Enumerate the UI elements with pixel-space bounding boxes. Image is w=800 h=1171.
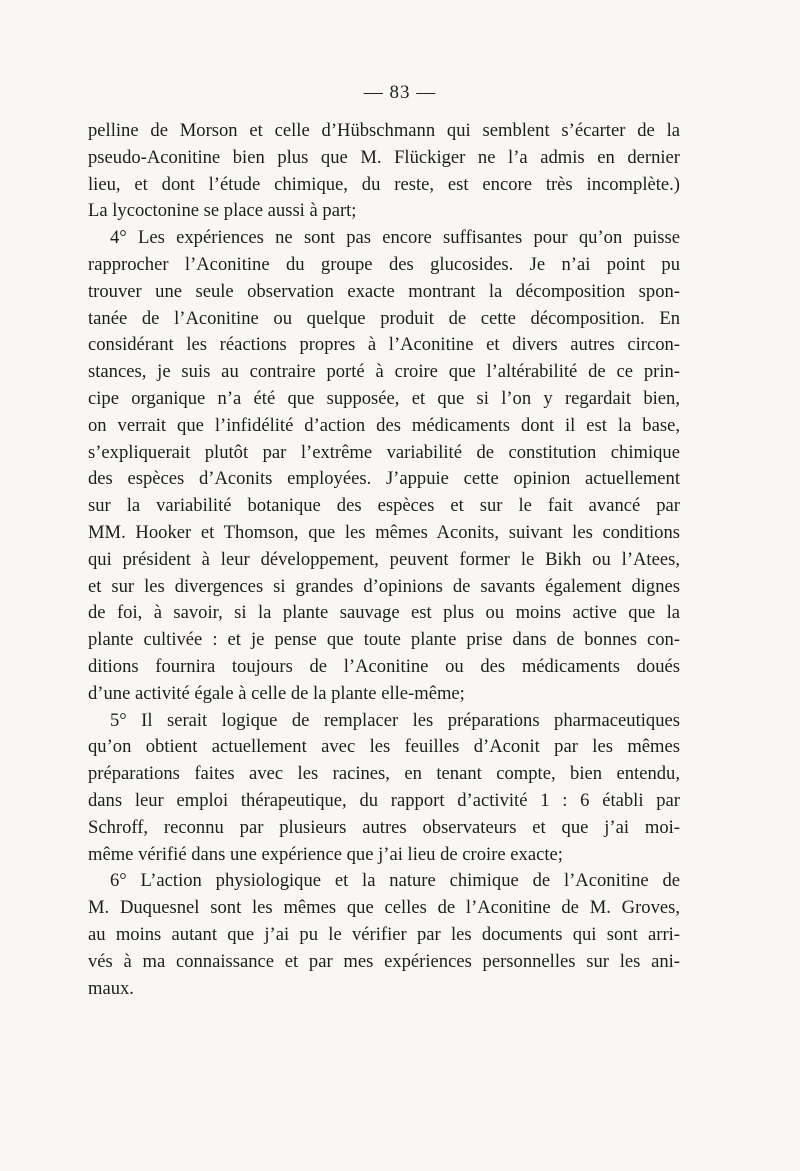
text-line: au moins autant que j’ai pu le vérifier par les documents qui sont arri- [88, 923, 680, 945]
text-line: stances, je suis au contraire porté à croire que l’altérabilité de ce prin- [88, 361, 680, 383]
text-line: cipe organique n’a été que supposée, et que si l’on y regardait bien, [88, 387, 680, 409]
text-line: trouver une seule observation exacte montrant la décomposition spon- [88, 280, 680, 302]
paragraph [88, 868, 680, 1002]
text-line: qu’on obtient actuellement avec les feuilles d’Aconit par les mêmes [88, 736, 680, 758]
text-line: s’expliquerait plutôt par l’extrême variabilité de constitution chimique [88, 441, 680, 463]
text-line: des espèces d’Aconits employées. J’appuie cette opinion actuellement [88, 468, 680, 490]
text-line: pelline de Morson et celle d’Hübschmann qui semblent s’écarter de la [88, 120, 680, 141]
paragraph [88, 118, 680, 225]
text-line: lieu, et dont l’étude chimique, du reste, est encore très incomplète.) [88, 173, 680, 195]
text-line: considérant les réactions propres à l’Aconitine et divers autres circon- [88, 334, 680, 356]
text-line: 4° Les expériences ne sont pas encore suffisantes pour qu’on puisse [110, 227, 680, 249]
text-line: pseudo-Aconitine bien plus que M. Flückiger ne l’a admis en dernier [88, 146, 680, 168]
paragraph [88, 708, 680, 869]
text-line: d’une activité égale à celle de la plante elle-même; [88, 682, 465, 704]
text-line: La lycoctonine se place aussi à part; [88, 200, 357, 222]
text-line: 6° L’action physiologique et la nature chimique de l’Aconitine de [110, 870, 680, 892]
text-line: sur la variabilité botanique des espèces et sur le fait avancé par [88, 495, 680, 517]
text-line: plante cultivée : et je pense que toute plante prise dans de bonnes con- [88, 629, 680, 651]
text-line: Schroff, reconnu par plusieurs autres observateurs et que j’ai moi- [88, 816, 680, 838]
text-line: dans leur emploi thérapeutique, du rapport d’activité 1 : 6 établi par [88, 789, 680, 811]
text-line: 5° Il serait logique de remplacer les préparations pharmaceutiques [110, 709, 680, 731]
text-line: préparations faites avec les racines, en tenant compte, bien entendu, [88, 763, 680, 785]
text-line: ditions fournira toujours de l’Aconitine ou des médicaments doués [88, 655, 680, 677]
paragraph [88, 225, 680, 707]
text-line: MM. Hooker et Thomson, que les mêmes Aconits, suivant les conditions [88, 521, 680, 543]
text-line: qui président à leur développement, peuvent former le Bikh ou l’Atees, [88, 548, 680, 570]
text-line: et sur les divergences si grandes d’opinions de savants également dignes [88, 575, 680, 597]
text-line: rapprocher l’Aconitine du groupe des glucosides. Je n’ai point pu [88, 253, 680, 275]
text-line: tanée de l’Aconitine ou quelque produit de cette décomposition. En [88, 307, 680, 329]
text-line: M. Duquesnel sont les mêmes que celles de l’Aconitine de M. Groves, [88, 897, 680, 919]
text-line: on verrait que l’infidélité d’action des médicaments dont il est la base, [88, 414, 680, 436]
text-line: maux. [88, 977, 134, 999]
page-number: — 83 — [363, 82, 437, 103]
body-text [88, 118, 680, 1002]
text-line: vés à ma connaissance et par mes expériences personnelles sur les ani- [88, 950, 680, 972]
text-line: de foi, à savoir, si la plante sauvage est plus ou moins active que la [88, 602, 680, 624]
text-line: même vérifié dans une expérience que j’ai lieu de croire exacte; [88, 843, 563, 865]
